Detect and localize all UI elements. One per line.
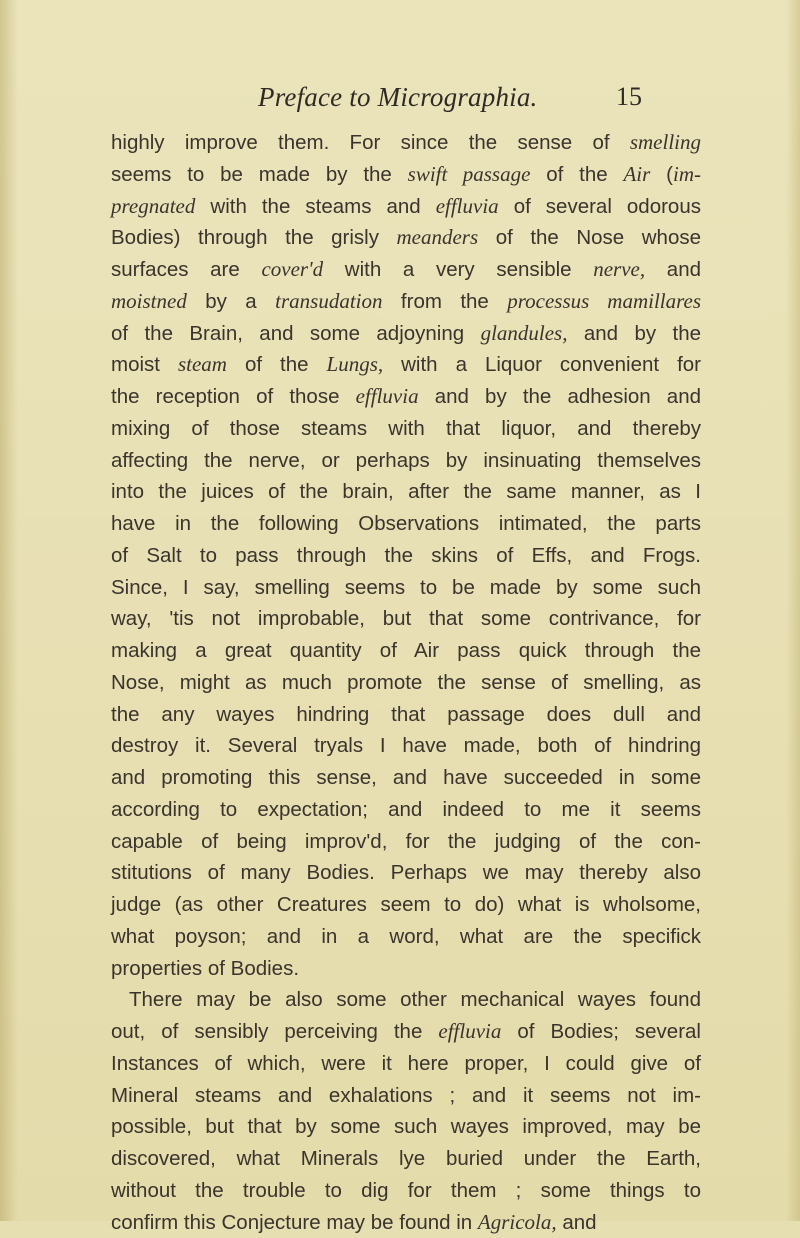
- text-line: [111, 381, 701, 413]
- text-line: [111, 667, 701, 699]
- text-line: [111, 794, 701, 826]
- text-run: moist: [111, 353, 178, 376]
- text-run: with a Liquor convenient for: [383, 353, 701, 376]
- text-line: [111, 826, 701, 858]
- text-run: affecting the nerve, or perhaps by insinuating themselves: [111, 449, 701, 472]
- text-run: the any wayes hindring that passage does dull and: [111, 703, 701, 726]
- text-run: of Salt to pass through the skins of Effs, and Frogs.: [111, 544, 701, 567]
- running-head-title: Preface to Micrographia.: [258, 82, 538, 113]
- text-line: [111, 159, 701, 191]
- text-run: surfaces are: [111, 258, 261, 281]
- text-run: according to expectation; and indeed to me it seems: [111, 798, 701, 821]
- text-line: [111, 953, 701, 985]
- italic-phrase: moistned: [111, 289, 187, 313]
- text-run: (: [650, 163, 673, 186]
- text-run: of the Nose whose: [478, 226, 701, 249]
- text-run: of the: [227, 353, 327, 376]
- italic-phrase: Lungs,: [327, 352, 384, 376]
- text-line: [111, 1175, 701, 1207]
- italic-phrase: transudation: [275, 289, 382, 313]
- text-run: judge (as other Creatures seem to do) what is wholsome,: [111, 893, 701, 916]
- text-line: [111, 349, 701, 381]
- text-run: and promoting this sense, and have succeeded in some: [111, 766, 701, 789]
- text-line: [111, 540, 701, 572]
- page-number: 15: [616, 82, 642, 112]
- text-run: There may be also some other mechanical wayes found: [129, 988, 701, 1011]
- text-line: [111, 921, 701, 953]
- italic-phrase: nerve,: [593, 257, 645, 281]
- text-run: confirm this Conjecture may be found in: [111, 1211, 478, 1234]
- text-run: Bodies) through the grisly: [111, 226, 397, 249]
- text-run: into the juices of the brain, after the same manner, as I: [111, 480, 701, 503]
- text-line: [111, 603, 701, 635]
- text-run: seems to be made by the: [111, 163, 408, 186]
- text-line: [111, 1048, 701, 1080]
- text-run: stitutions of many Bodies. Perhaps we may thereby also: [111, 861, 701, 884]
- text-run: Since, I say, smelling seems to be made by some such: [111, 576, 701, 599]
- text-line: [111, 508, 701, 540]
- text-run: of Bodies; several: [501, 1020, 701, 1043]
- italic-phrase: im-: [673, 162, 701, 186]
- italic-phrase: steam: [178, 352, 227, 376]
- text-run: mixing of those steams with that liquor, and thereby: [111, 417, 701, 440]
- text-line: [111, 1080, 701, 1112]
- text-run: possible, but that by some such wayes improved, may be: [111, 1115, 701, 1138]
- italic-phrase: smelling: [630, 130, 701, 154]
- text-line: [111, 730, 701, 762]
- text-run: way, 'tis not improbable, but that some contrivance, for: [111, 607, 701, 630]
- text-line: [111, 191, 701, 223]
- text-run: have in the following Observations intimated, the parts: [111, 512, 701, 535]
- text-line: [111, 635, 701, 667]
- text-line: [111, 1111, 701, 1143]
- text-run: from the: [383, 290, 508, 313]
- text-run: the reception of those: [111, 385, 356, 408]
- italic-phrase: Agricola,: [478, 1210, 557, 1234]
- text-line: [111, 1016, 701, 1048]
- italic-phrase: Air: [623, 162, 650, 186]
- text-line: [111, 762, 701, 794]
- text-line: [111, 699, 701, 731]
- italic-phrase: meanders: [397, 225, 479, 249]
- text-run: with a very sensible: [323, 258, 593, 281]
- italic-phrase: processus mamillares: [507, 289, 701, 313]
- text-run: what poyson; and in a word, what are the specifick: [111, 925, 701, 948]
- italic-phrase: effluvia: [436, 194, 499, 218]
- text-run: making a great quantity of Air pass quick through the: [111, 639, 701, 662]
- italic-phrase: swift passage: [408, 162, 531, 186]
- text-line: [111, 857, 701, 889]
- italic-phrase: glandules,: [481, 321, 568, 345]
- italic-phrase: effluvia: [356, 384, 419, 408]
- text-run: and by the adhesion and: [419, 385, 701, 408]
- text-run: Nose, might as much promote the sense of smelling, as: [111, 671, 701, 694]
- italic-phrase: pregnated: [111, 194, 195, 218]
- body-text: [111, 127, 701, 1238]
- text-run: with the steams and: [195, 195, 435, 218]
- text-run: of several odorous: [499, 195, 701, 218]
- text-line: [111, 476, 701, 508]
- text-run: destroy it. Several tryals I have made, both of hindring: [111, 734, 701, 757]
- text-run: and by the: [567, 322, 701, 345]
- text-run: by a: [187, 290, 275, 313]
- text-line: [111, 572, 701, 604]
- text-run: capable of being improv'd, for the judging of the con-: [111, 830, 701, 853]
- text-run: out, of sensibly perceiving the: [111, 1020, 438, 1043]
- text-run: and: [645, 258, 701, 281]
- text-run: Mineral steams and exhalations ; and it seems not im-: [111, 1084, 701, 1107]
- text-line: [111, 1143, 701, 1175]
- text-line: [111, 254, 701, 286]
- text-run: Instances of which, were it here proper, I could give of: [111, 1052, 701, 1075]
- text-line: [111, 318, 701, 350]
- italic-phrase: cover'd: [261, 257, 323, 281]
- text-line: [111, 984, 701, 1016]
- running-head: [0, 82, 800, 118]
- text-run: of the: [530, 163, 623, 186]
- text-run: without the trouble to dig for them ; some things to: [111, 1179, 701, 1202]
- italic-phrase: effluvia: [438, 1019, 501, 1043]
- text-run: and: [557, 1211, 597, 1234]
- text-line: [111, 222, 701, 254]
- text-line: [111, 445, 701, 477]
- text-run: properties of Bodies.: [111, 957, 299, 980]
- text-line: [111, 127, 701, 159]
- text-line: [111, 286, 701, 318]
- text-run: discovered, what Minerals lye buried under the Earth,: [111, 1147, 701, 1170]
- text-line: [111, 1207, 701, 1238]
- text-line: [111, 413, 701, 445]
- text-run: highly improve them. For since the sense of: [111, 131, 630, 154]
- text-line: [111, 889, 701, 921]
- text-run: of the Brain, and some adjoyning: [111, 322, 481, 345]
